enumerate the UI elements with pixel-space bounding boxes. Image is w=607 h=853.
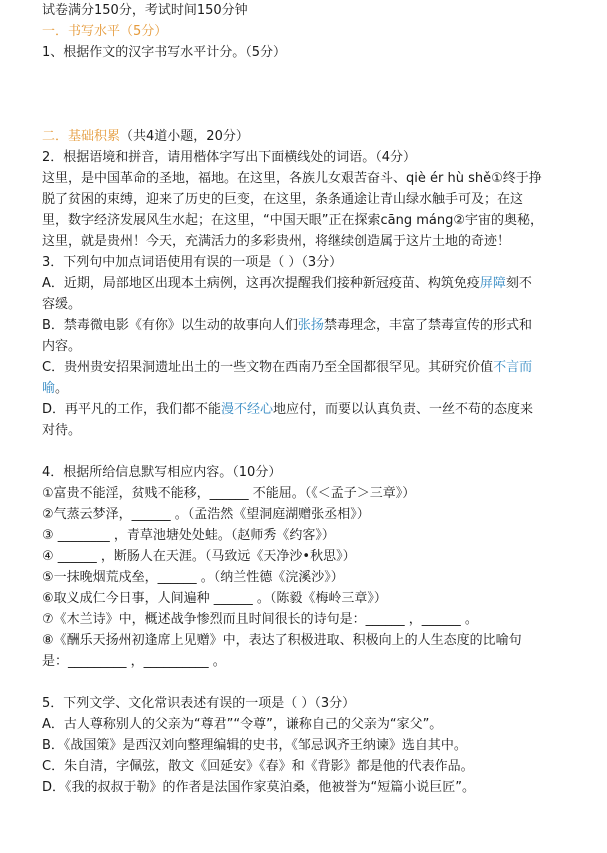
q5-option-b: B．《战国策》是西汉刘向整理编辑的史书，《邹忌讽齐王纳谏》选自其中。 <box>42 738 467 753</box>
section1-score: （5分） <box>120 24 168 39</box>
q5-option-c: C．朱自清，字佩弦，散文《回延安》《春》和《背影》都是他的代表作品。 <box>42 759 474 774</box>
section2-score: （共4道小题，20分） <box>120 129 249 144</box>
q3-d-marked-word: 漫不经心 <box>221 402 274 417</box>
q4-stem: 4．根据所给信息默写相应内容。（10分） <box>42 465 282 480</box>
q3-d-text: D．再平凡的工作，我们都不能 <box>42 402 222 417</box>
q5-stem: 5．下列文学、文化常识表述有误的一项是（ ）（3分） <box>42 696 356 711</box>
q3-c-marked-word: 不言而 <box>493 360 533 375</box>
q3-option-b-cont: 内容。 <box>42 339 82 354</box>
q2-paragraph-line: 脱了贫困的束缚，迎来了历史的巨变，在这里，条条通途让青山绿水触手可及；在这 <box>42 192 524 207</box>
q2-paragraph-line: 这里，就是贵州！今天，充满活力的多彩贵州，将继续创造属于这片土地的奇迹！ <box>42 234 511 249</box>
q4-line: ④ ______ ，断肠人在天涯。（马致远《天净沙•秋思》） <box>42 549 356 564</box>
q3-option-b <box>42 317 532 335</box>
q3-c-text: C．贵州贵安招果洞遗址出土的一些文物在西南乃至全国都很罕见。其研究价值 <box>42 360 494 375</box>
q4-line: ③ ________ ，青草池塘处处蛙。（赵师秀《约客》） <box>42 528 335 543</box>
section1-item1: 1、根据作文的汉字书写水平计分。（5分） <box>42 45 287 60</box>
section2-number: 二． <box>42 129 69 144</box>
section2-title: 基础积累 <box>68 129 121 144</box>
q3-b-text: B．禁毒微电影《有你》以生动的故事向人们 <box>42 318 298 333</box>
score-info: 试卷满分150分，考试时间150分钟 <box>42 3 248 18</box>
q4-line: ⑦《木兰诗》中，概述战争惨烈而且时间很长的诗句是：______ ，______ 。 <box>42 612 478 627</box>
q2-stem: 2．根据语境和拼音，请用楷体字写出下面横线处的词语。（4分） <box>42 150 417 165</box>
section2-heading <box>42 128 249 146</box>
section1-number: 一． <box>42 24 69 39</box>
q5-option-d: D．《我的叔叔于勒》的作者是法国作家莫泊桑，他被誉为“短篇小说巨匠”。 <box>42 780 475 795</box>
q4-line: ②气蒸云梦泽，______ 。（孟浩然《望洞庭湖赠张丞相》） <box>42 507 370 522</box>
q3-option-d-cont: 对待。 <box>42 423 82 438</box>
section1-heading <box>42 23 167 41</box>
q3-a-marked-word: 屏障 <box>479 276 506 291</box>
q3-c-marked-word-end: 喻 <box>42 381 56 396</box>
q3-a-text: 刻不 <box>505 276 532 291</box>
q3-a-text: A．近期，局部地区出现本土病例，这再次提醒我们接种新冠疫苗、构筑免疫 <box>42 276 480 291</box>
q4-line: ⑥取义成仁今日事，人间遍种 ______ 。（陈毅《梅岭三章》） <box>42 591 387 606</box>
section1-title: 书写水平 <box>68 24 121 39</box>
q2-paragraph-line: 这里，是中国革命的圣地，福地。在这里，各族儿女艰苦奋斗、qiè ér hù shě①终于挣 <box>42 171 542 186</box>
q3-option-c <box>42 359 532 377</box>
q3-option-c-cont <box>42 380 68 398</box>
q3-b-marked-word: 张扬 <box>297 318 324 333</box>
q3-option-a-cont: 容缓。 <box>42 297 82 312</box>
q3-option-a <box>42 275 532 293</box>
q3-option-d <box>42 401 533 419</box>
q5-option-a: A．古人尊称别人的父亲为“尊君”“令尊”，谦称自己的父亲为“家父”。 <box>42 717 443 732</box>
q3-c-text: 。 <box>55 381 69 396</box>
q3-b-text: 禁毒理念，丰富了禁毒宣传的形式和 <box>323 318 532 333</box>
q4-line: ①富贵不能淫，贫贱不能移，______ 不能屈。（《＜孟子＞三章》） <box>42 486 416 501</box>
q4-line: ⑧《酬乐天扬州初逢席上见赠》中，表达了积极进取、积极向上的人生态度的比喻句 <box>42 633 522 648</box>
q4-line: ⑤一抹晚烟荒戍垒，______ 。（纳兰性德《浣溪沙》） <box>42 570 344 585</box>
q3-stem: 3．下列句中加点词语使用有误的一项是（ ）（3分） <box>42 255 343 270</box>
q4-line: 是：_________ ，__________ 。 <box>42 654 226 669</box>
q2-paragraph-line: 里，数字经济发展风生水起；在这里，“中国天眼”正在探索cāng máng②宇宙的奥秘， <box>42 213 543 228</box>
q3-d-text: 地应付，而要以认真负责、一丝不苟的态度来 <box>273 402 534 417</box>
